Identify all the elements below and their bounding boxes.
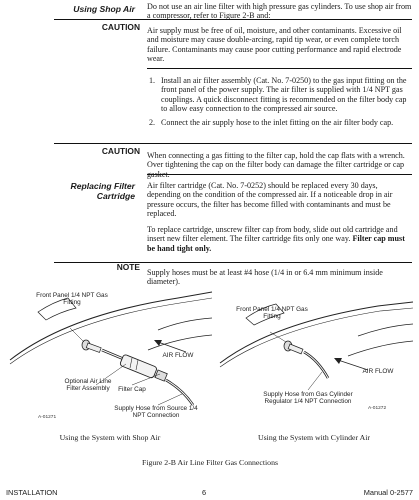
- figure-caption: Figure 2-B Air Line Filter Gas Connections: [142, 458, 278, 467]
- note-label: NOTE: [116, 262, 140, 272]
- step-number: 2.: [149, 117, 156, 127]
- footer-manual: Manual 0-2577: [363, 488, 413, 497]
- caution-label-2: CAUTION: [54, 143, 140, 156]
- caution-label-1: CAUTION: [54, 19, 140, 32]
- section-title-using-shop-air: Using Shop Air: [73, 4, 135, 14]
- label-airflow: AIR FLOW: [362, 368, 394, 375]
- step-2: [149, 118, 411, 127]
- label-panel-fitting: Front Panel 1/4 NPT Gas Fitting: [36, 292, 108, 307]
- footer-section: INSTALLATION: [6, 488, 58, 497]
- label-optional-filter: Optional Air Line Filter Assembly: [64, 378, 112, 393]
- step-1: [149, 76, 411, 114]
- caution2-paragraph: When connecting a gas fitting to the filter cap, hold the cap flats with a wrench. Over tightening the cap on the filter body can damage the filter cartridge or cap gasket.: [147, 151, 405, 179]
- caution1-paragraph: Air supply must be free of oil, moisture, and other contaminants. Excessive oil and moisture may cause double-arcing, rapid tip wear, or even complete torch failure. Contaminants may cause poor cutting performance and rapid electrode wear.: [147, 26, 402, 64]
- caption-shop-air: Using the System with Shop Air: [59, 433, 161, 442]
- step-text: Install an air filter assembly (Cat. No. 7-0250) to the gas input fitting on the front panel of the power supply. The air filter is supplied with 1/4 NPT gas couplings. A quick disconnect fitting is recommended on the filter body cap to allow easy connection to the compressed air source.: [161, 76, 407, 114]
- steps-list: [149, 76, 411, 127]
- note-rule: [54, 262, 412, 263]
- figure-code: A-01272: [368, 406, 387, 411]
- label-filter-cap: Filter Cap: [118, 386, 146, 393]
- replace-paragraph-1: Air filter cartridge (Cat. No. 7-0252) should be replaced every 30 days, depending on the condition of the compressed air. If a noticeable drop in air pressure occurs, the filter has become filled with contaminants and must be replaced.: [147, 181, 393, 219]
- figure-cylinder-air: [218, 298, 414, 430]
- intro-paragraph: Do not use an air line filter with high pressure gas cylinders. To use shop air from a compressor, refer to Figure 2-B and:: [147, 2, 412, 21]
- step-text: Connect the air supply hose to the inlet fitting on the air filter body cap.: [161, 117, 394, 127]
- figure-shop-air: [8, 290, 213, 430]
- step-number: 1.: [149, 76, 156, 85]
- figure-code: A-01271: [38, 415, 57, 420]
- label-panel-fitting: Front Panel 1/4 NPT Gas Fitting: [236, 306, 308, 321]
- label-airflow: AIR FLOW: [162, 352, 194, 359]
- replace-warning: Filter cap must be hand tight only.: [147, 234, 405, 253]
- section-title-replacing-filter: Replacing Filter Cartridge: [70, 181, 135, 201]
- label-supply-hose: Supply Hose from Source 1/4 NPT Connection: [114, 405, 198, 420]
- replace-text: To replace cartridge, unscrew filter cap from body, slide out old cartridge and insert new filter element. The filter cartridge fits only one way.: [147, 225, 398, 244]
- note-paragraph: Supply hoses must be at least #4 hose (1/4 in or 6.4 mm minimum inside diameter).: [147, 268, 383, 287]
- replace-paragraph-2: [147, 225, 412, 253]
- label-supply-hose: Supply Hose from Gas Cylinder Regulator 1/4 NPT Connection: [263, 391, 353, 406]
- caption-cylinder-air: Using the System with Cylinder Air: [258, 433, 370, 442]
- caution1-end-rule: [147, 68, 412, 69]
- caution2-rule: [140, 143, 412, 144]
- footer-page-number: 6: [202, 488, 207, 497]
